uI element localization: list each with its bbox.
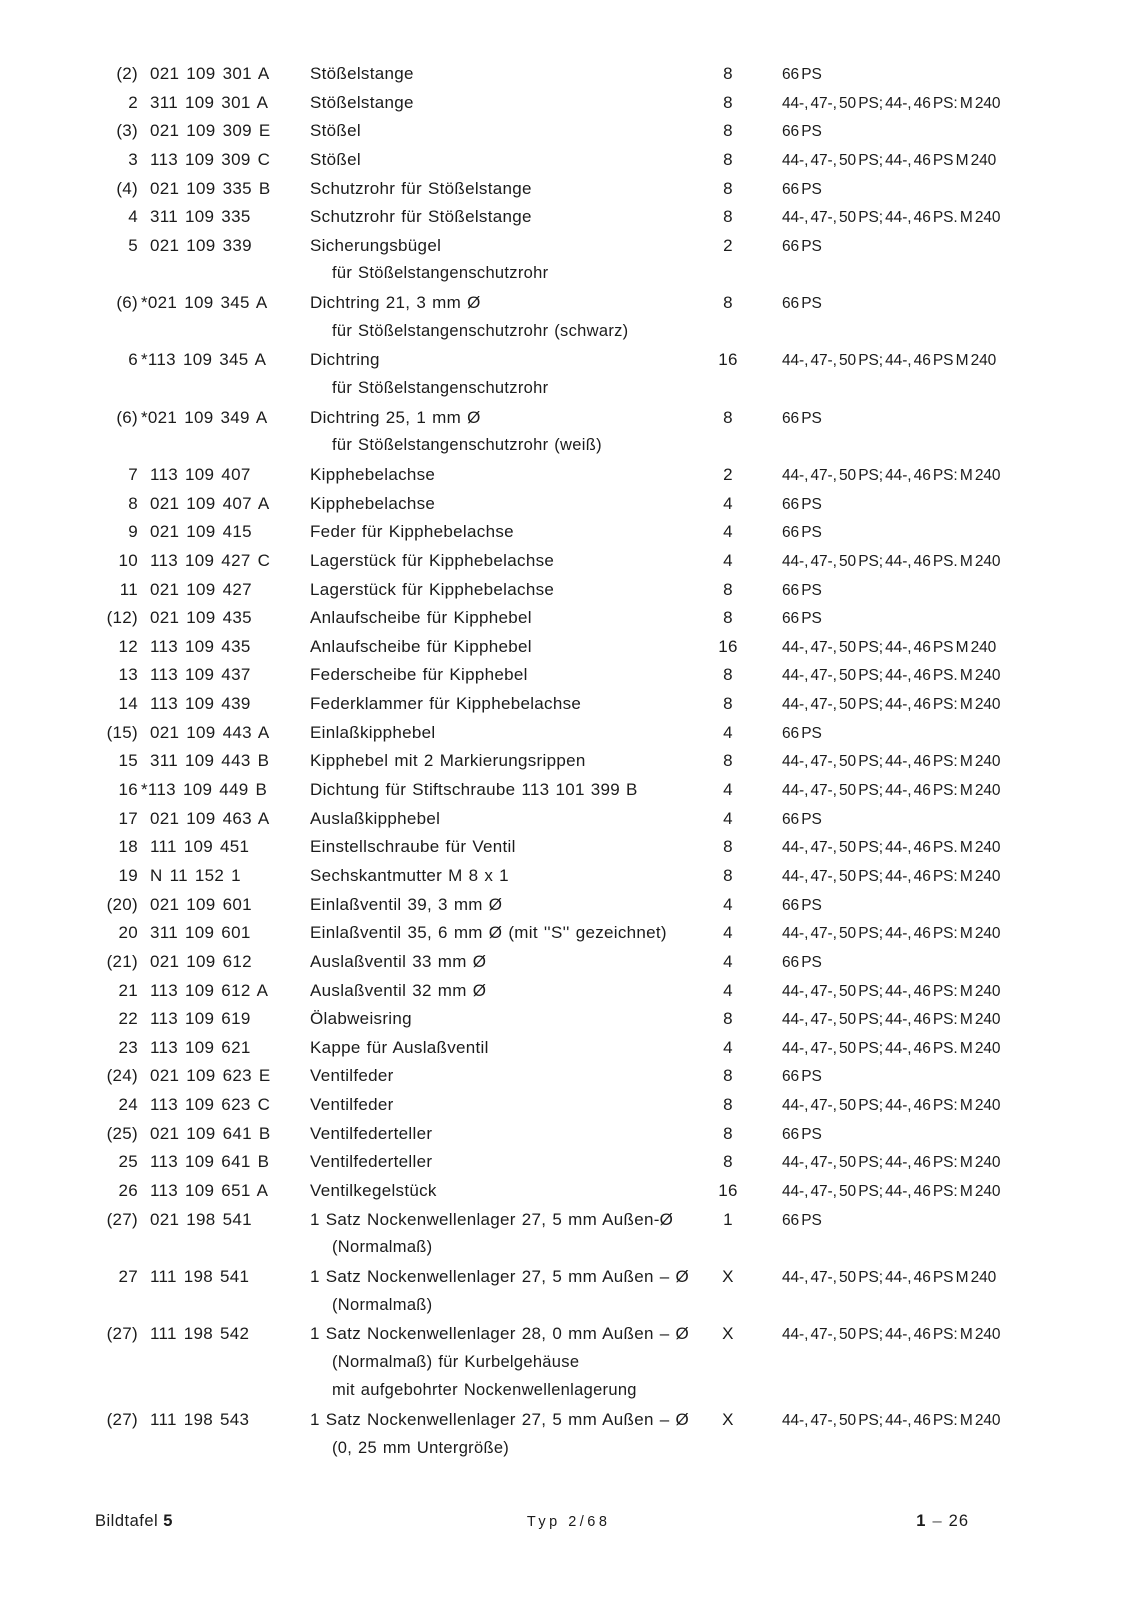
part-number: 021 109 612 xyxy=(150,951,252,971)
item-position: 4 xyxy=(128,207,138,227)
part-number: 021 198 541 xyxy=(150,1209,252,1229)
model-applicability: 66 PS xyxy=(782,123,822,141)
part-number: 021 109 415 xyxy=(150,522,252,542)
part-description: 1 Satz Nockenwellenlager 28, 0 mm Außen – Ø xyxy=(310,1324,690,1344)
part-description: 1 Satz Nockenwellenlager 27, 5 mm Außen-Ø xyxy=(310,1209,674,1229)
table-row xyxy=(0,465,1137,494)
table-row xyxy=(0,1009,1137,1038)
part-description: Auslaßkipphebel xyxy=(310,808,441,828)
quantity: 4 xyxy=(723,951,733,971)
item-position: 10 xyxy=(118,550,138,570)
part-number: 111 109 451 xyxy=(150,837,250,857)
model-applicability: 44-, 47-, 50 PS; 44-, 46 PS: M 240 xyxy=(782,753,1001,771)
table-row xyxy=(0,1353,1137,1382)
part-description: Lagerstück für Kipphebelachse xyxy=(310,579,555,599)
part-number: 113 109 651 A xyxy=(150,1180,269,1200)
item-position: 22 xyxy=(118,1009,138,1029)
table-row xyxy=(0,694,1137,723)
quantity: 16 xyxy=(718,350,738,370)
part-description: Stößel xyxy=(310,121,361,141)
model-applicability: 44-, 47-, 50 PS; 44-, 46 PS: M 240 xyxy=(782,1412,1001,1430)
model-applicability: 66 PS xyxy=(782,524,822,542)
table-row xyxy=(0,1095,1137,1124)
table-row xyxy=(0,981,1137,1010)
part-description: mit aufgebohrter Nockenwellenlagerung xyxy=(332,1381,637,1400)
part-description: Einlaßventil 35, 6 mm Ø (mit ''S'' gezeichnet) xyxy=(310,923,667,943)
quantity: 16 xyxy=(718,1180,738,1200)
item-position: 15 xyxy=(118,751,138,771)
part-description: Feder für Kipphebelachse xyxy=(310,522,514,542)
table-row xyxy=(0,293,1137,322)
part-description: für Stößelstangenschutzrohr xyxy=(332,264,549,283)
model-applicability: 44-, 47-, 50 PS; 44-, 46 PS: M 240 xyxy=(782,1326,1001,1344)
quantity: 4 xyxy=(723,550,733,570)
item-position: 14 xyxy=(118,694,138,714)
quantity: 1 xyxy=(723,1209,733,1229)
table-row xyxy=(0,580,1137,609)
part-number: 021 109 427 xyxy=(150,579,252,599)
page-range-start: 1 xyxy=(916,1512,927,1530)
part-number: 111 198 543 xyxy=(150,1410,250,1430)
quantity: 8 xyxy=(723,92,733,112)
item-position: (20) xyxy=(106,894,138,914)
model-applicability: 44-, 47-, 50 PS; 44-, 46 PS: M 240 xyxy=(782,466,1001,484)
model-applicability: 44-, 47-, 50 PS; 44-, 46 PS: M 240 xyxy=(782,925,1001,943)
table-row xyxy=(0,837,1137,866)
part-description: (Normalmaß) xyxy=(332,1238,433,1257)
item-position: 3 xyxy=(128,149,138,169)
part-number: 113 109 309 C xyxy=(150,149,271,169)
part-number: 311 109 335 xyxy=(150,207,251,227)
item-position: 25 xyxy=(118,1152,138,1172)
model-applicability: 66 PS xyxy=(782,896,822,914)
item-position: 6 xyxy=(128,350,138,370)
item-position: 8 xyxy=(128,493,138,513)
model-applicability: 44-, 47-, 50 PS; 44-, 46 PS: M 240 xyxy=(782,696,1001,714)
table-row xyxy=(0,1381,1137,1410)
table-row xyxy=(0,522,1137,551)
model-applicability: 66 PS xyxy=(782,1125,822,1143)
item-position: 9 xyxy=(128,522,138,542)
item-position: 13 xyxy=(118,665,138,685)
table-row xyxy=(0,1210,1137,1239)
item-position: 27 xyxy=(118,1266,138,1286)
part-number: 113 109 407 xyxy=(150,464,251,484)
table-row xyxy=(0,551,1137,580)
table-row xyxy=(0,1267,1137,1296)
part-number: 021 109 623 E xyxy=(150,1066,271,1086)
part-description: Federscheibe für Kipphebel xyxy=(310,665,528,685)
part-number: *113 109 345 A xyxy=(141,350,267,370)
quantity: 8 xyxy=(723,1152,733,1172)
part-number: 021 109 301 A xyxy=(150,64,270,83)
item-position: 7 xyxy=(128,464,138,484)
item-position: (6) xyxy=(116,407,138,427)
quantity: 8 xyxy=(723,608,733,628)
table-row xyxy=(0,866,1137,895)
part-number: *021 109 349 A xyxy=(141,407,268,427)
model-applicability: 44-, 47-, 50 PS; 44-, 46 PS M 240 xyxy=(782,1268,997,1286)
part-description: Sechskantmutter M 8 x 1 xyxy=(310,865,509,885)
model-applicability: 44-, 47-, 50 PS; 44-, 46 PS: M 240 xyxy=(782,982,1001,1000)
part-number: 021 109 335 B xyxy=(150,178,271,198)
part-number: 113 109 439 xyxy=(150,694,251,714)
item-position: 12 xyxy=(118,636,138,656)
part-number: 113 109 435 xyxy=(150,636,251,656)
model-applicability: 66 PS xyxy=(782,1211,822,1229)
table-row xyxy=(0,751,1137,780)
part-description: Stößelstange xyxy=(310,92,414,112)
model-applicability: 44-, 47-, 50 PS; 44-, 46 PS. M 240 xyxy=(782,1039,1001,1057)
part-description: Einlaßkipphebel xyxy=(310,722,436,742)
item-position: (15) xyxy=(106,722,138,742)
item-position: 23 xyxy=(118,1037,138,1057)
part-description: Dichtring 25, 1 mm Ø xyxy=(310,407,481,427)
quantity: 2 xyxy=(723,235,733,255)
item-position: 18 xyxy=(118,837,138,857)
part-description: Auslaßventil 32 mm Ø xyxy=(310,980,487,1000)
quantity: 8 xyxy=(723,293,733,313)
quantity: 8 xyxy=(723,694,733,714)
quantity: 4 xyxy=(723,980,733,1000)
item-position: (6) xyxy=(116,293,138,313)
quantity: 4 xyxy=(723,722,733,742)
part-number: 311 109 301 A xyxy=(150,92,269,112)
quantity: 4 xyxy=(723,1037,733,1057)
table-row xyxy=(0,93,1137,122)
part-number: 021 109 407 A xyxy=(150,493,270,513)
quantity: 8 xyxy=(723,865,733,885)
item-position: 26 xyxy=(118,1180,138,1200)
model-applicability: 66 PS xyxy=(782,810,822,828)
quantity: X xyxy=(722,1410,734,1430)
table-row xyxy=(0,1066,1137,1095)
part-number: 113 109 437 xyxy=(150,665,251,685)
table-row xyxy=(0,1410,1137,1439)
table-row xyxy=(0,350,1137,379)
model-applicability: 44-, 47-, 50 PS; 44-, 46 PS: M 240 xyxy=(782,1182,1001,1200)
model-applicability: 44-, 47-, 50 PS; 44-, 46 PS M 240 xyxy=(782,151,997,169)
quantity: 2 xyxy=(723,464,733,484)
table-row xyxy=(0,179,1137,208)
quantity: 8 xyxy=(723,1095,733,1115)
table-row xyxy=(0,780,1137,809)
table-row xyxy=(0,236,1137,265)
quantity: 4 xyxy=(723,808,733,828)
table-row xyxy=(0,637,1137,666)
model-applicability: 44-, 47-, 50 PS; 44-, 46 PS. M 240 xyxy=(782,209,1001,227)
page-range-end: 26 xyxy=(948,1512,969,1530)
part-description: Anlaufscheibe für Kipphebel xyxy=(310,608,532,628)
model-applicability: 66 PS xyxy=(782,495,822,513)
item-position: (27) xyxy=(106,1209,138,1229)
model-applicability: 66 PS xyxy=(782,1068,822,1086)
model-applicability: 44-, 47-, 50 PS; 44-, 46 PS: M 240 xyxy=(782,94,1001,112)
table-row xyxy=(0,408,1137,437)
quantity: 8 xyxy=(723,1009,733,1029)
item-position: (27) xyxy=(106,1324,138,1344)
parts-table xyxy=(0,64,1137,1467)
part-description: Sicherungsbügel xyxy=(310,235,442,255)
table-row xyxy=(0,207,1137,236)
part-description: 1 Satz Nockenwellenlager 27, 5 mm Außen – Ø xyxy=(310,1410,690,1430)
model-applicability: 44-, 47-, 50 PS; 44-, 46 PS. M 240 xyxy=(782,839,1001,857)
part-description: Federklammer für Kipphebelachse xyxy=(310,694,582,714)
item-position: 17 xyxy=(118,808,138,828)
plate-label: Bildtafel xyxy=(95,1512,159,1530)
table-row xyxy=(0,264,1137,293)
part-number: 111 198 541 xyxy=(150,1266,250,1286)
quantity: 4 xyxy=(723,894,733,914)
part-description: (Normalmaß) für Kurbelgehäuse xyxy=(332,1352,580,1371)
model-applicability: 66 PS xyxy=(782,409,822,427)
part-description: Anlaufscheibe für Kipphebel xyxy=(310,636,532,656)
page-range xyxy=(916,1512,969,1531)
part-description: Einstellschraube für Ventil xyxy=(310,837,516,857)
table-row xyxy=(0,436,1137,465)
model-applicability: 44-, 47-, 50 PS; 44-, 46 PS M 240 xyxy=(782,638,997,656)
quantity: 8 xyxy=(723,665,733,685)
part-description: Ventilkegelstück xyxy=(310,1180,437,1200)
quantity: X xyxy=(722,1266,734,1286)
part-description: Schutzrohr für Stößelstange xyxy=(310,178,532,198)
part-description: Kipphebel mit 2 Markierungsrippen xyxy=(310,751,586,771)
part-number: 113 109 427 C xyxy=(150,550,271,570)
quantity: 8 xyxy=(723,1066,733,1086)
part-description: Lagerstück für Kipphebelachse xyxy=(310,550,555,570)
item-position: (27) xyxy=(106,1410,138,1430)
part-description: Stößelstange xyxy=(310,64,414,83)
table-row xyxy=(0,1324,1137,1353)
part-number: 021 109 309 E xyxy=(150,121,271,141)
table-row xyxy=(0,121,1137,150)
part-description: Dichtring 21, 3 mm Ø xyxy=(310,293,481,313)
table-row xyxy=(0,923,1137,952)
item-position: 19 xyxy=(118,865,138,885)
part-description: für Stößelstangenschutzrohr (weiß) xyxy=(332,436,602,455)
table-row xyxy=(0,952,1137,981)
quantity: X xyxy=(722,1324,734,1344)
part-number: *113 109 449 B xyxy=(141,780,268,800)
table-row xyxy=(0,723,1137,752)
part-description: (0, 25 mm Untergröße) xyxy=(332,1438,510,1457)
plate-reference xyxy=(95,1512,173,1531)
part-number: 111 198 542 xyxy=(150,1324,250,1344)
part-number: 311 109 601 xyxy=(150,923,251,943)
item-position: (3) xyxy=(116,121,138,141)
table-row xyxy=(0,809,1137,838)
quantity: 8 xyxy=(723,178,733,198)
item-position: 5 xyxy=(128,235,138,255)
part-number: 021 109 641 B xyxy=(150,1123,271,1143)
model-applicability: 44-, 47-, 50 PS; 44-, 46 PS: M 240 xyxy=(782,1011,1001,1029)
part-number: 021 109 339 xyxy=(150,235,252,255)
model-applicability: 44-, 47-, 50 PS; 44-, 46 PS. M 240 xyxy=(782,552,1001,570)
part-number: 021 109 443 A xyxy=(150,722,270,742)
model-applicability: 44-, 47-, 50 PS; 44-, 46 PS: M 240 xyxy=(782,867,1001,885)
model-applicability: 66 PS xyxy=(782,724,822,742)
model-applicability: 66 PS xyxy=(782,295,822,313)
quantity: 4 xyxy=(723,493,733,513)
part-description: Einlaßventil 39, 3 mm Ø xyxy=(310,894,503,914)
part-number: 021 109 601 xyxy=(150,894,252,914)
part-description: Kappe für Auslaßventil xyxy=(310,1037,489,1057)
item-position: (24) xyxy=(106,1066,138,1086)
model-applicability: 44-, 47-, 50 PS; 44-, 46 PS: M 240 xyxy=(782,1097,1001,1115)
table-row xyxy=(0,64,1137,93)
model-applicability: 66 PS xyxy=(782,610,822,628)
table-row xyxy=(0,1038,1137,1067)
table-row xyxy=(0,895,1137,924)
item-position: 2 xyxy=(128,92,138,112)
part-description: Dichtring xyxy=(310,350,380,370)
quantity: 8 xyxy=(723,579,733,599)
part-number: 113 109 612 A xyxy=(150,980,269,1000)
table-row xyxy=(0,1152,1137,1181)
part-number: 311 109 443 B xyxy=(150,751,270,771)
part-description: für Stößelstangenschutzrohr (schwarz) xyxy=(332,321,629,340)
table-row xyxy=(0,1296,1137,1325)
item-position: (21) xyxy=(106,951,138,971)
part-number: *021 109 345 A xyxy=(141,293,268,313)
table-row xyxy=(0,1181,1137,1210)
part-description: Auslaßventil 33 mm Ø xyxy=(310,951,487,971)
model-applicability: 66 PS xyxy=(782,953,822,971)
item-position: 11 xyxy=(119,579,138,599)
plate-number: 5 xyxy=(163,1512,173,1530)
item-position: (2) xyxy=(116,64,138,83)
item-position: 24 xyxy=(118,1095,138,1115)
table-row xyxy=(0,1439,1137,1468)
quantity: 8 xyxy=(723,751,733,771)
part-number: 021 109 435 xyxy=(150,608,252,628)
part-description: Ventilfeder xyxy=(310,1066,394,1086)
part-number: 113 109 619 xyxy=(150,1009,251,1029)
part-description: Dichtung für Stiftschraube 113 101 399 B xyxy=(310,780,638,800)
quantity: 8 xyxy=(723,64,733,83)
quantity: 8 xyxy=(723,407,733,427)
part-description: Ventilfeder xyxy=(310,1095,394,1115)
part-number: 021 109 463 A xyxy=(150,808,270,828)
table-row xyxy=(0,1238,1137,1267)
quantity: 8 xyxy=(723,207,733,227)
item-position: 16 xyxy=(118,780,138,800)
part-description: Stößel xyxy=(310,149,361,169)
part-number: 113 109 623 C xyxy=(150,1095,271,1115)
quantity: 16 xyxy=(718,636,738,656)
table-row xyxy=(0,608,1137,637)
part-description: Ventilfederteller xyxy=(310,1152,433,1172)
part-number: 113 109 641 B xyxy=(150,1152,270,1172)
part-description: Ventilfederteller xyxy=(310,1123,433,1143)
item-position: (25) xyxy=(106,1123,138,1143)
model-applicability: 66 PS xyxy=(782,180,822,198)
table-row xyxy=(0,1124,1137,1153)
quantity: 4 xyxy=(723,923,733,943)
item-position: 21 xyxy=(118,980,138,1000)
model-applicability: 66 PS xyxy=(782,237,822,255)
model-applicability: 44-, 47-, 50 PS; 44-, 46 PS. M 240 xyxy=(782,667,1001,685)
table-row xyxy=(0,665,1137,694)
part-description: Kipphebelachse xyxy=(310,464,436,484)
part-description: (Normalmaß) xyxy=(332,1295,433,1314)
quantity: 8 xyxy=(723,149,733,169)
model-applicability: 66 PS xyxy=(782,66,822,83)
page-range-dash: – xyxy=(932,1512,943,1530)
table-row xyxy=(0,150,1137,179)
model-applicability: 44-, 47-, 50 PS; 44-, 46 PS: M 240 xyxy=(782,782,1001,800)
part-number: 113 109 621 xyxy=(150,1037,251,1057)
part-description: für Stößelstangenschutzrohr xyxy=(332,379,549,398)
part-number: N 11 152 1 xyxy=(150,865,241,885)
quantity: 8 xyxy=(723,121,733,141)
item-position: 20 xyxy=(118,923,138,943)
model-applicability: 44-, 47-, 50 PS; 44-, 46 PS M 240 xyxy=(782,352,997,370)
part-description: Ölabweisring xyxy=(310,1009,412,1029)
quantity: 4 xyxy=(723,780,733,800)
model-applicability: 44-, 47-, 50 PS; 44-, 46 PS: M 240 xyxy=(782,1154,1001,1172)
quantity: 8 xyxy=(723,1123,733,1143)
item-position: (4) xyxy=(116,178,138,198)
quantity: 4 xyxy=(723,522,733,542)
model-applicability: 66 PS xyxy=(782,581,822,599)
page-footer xyxy=(95,1512,969,1531)
type-label: Typ 2/68 xyxy=(526,1514,611,1530)
quantity: 8 xyxy=(723,837,733,857)
table-row xyxy=(0,379,1137,408)
part-description: Schutzrohr für Stößelstange xyxy=(310,207,532,227)
table-row xyxy=(0,494,1137,523)
part-description: Kipphebelachse xyxy=(310,493,436,513)
table-row xyxy=(0,322,1137,351)
item-position: (12) xyxy=(106,608,138,628)
part-description: 1 Satz Nockenwellenlager 27, 5 mm Außen – Ø xyxy=(310,1266,690,1286)
